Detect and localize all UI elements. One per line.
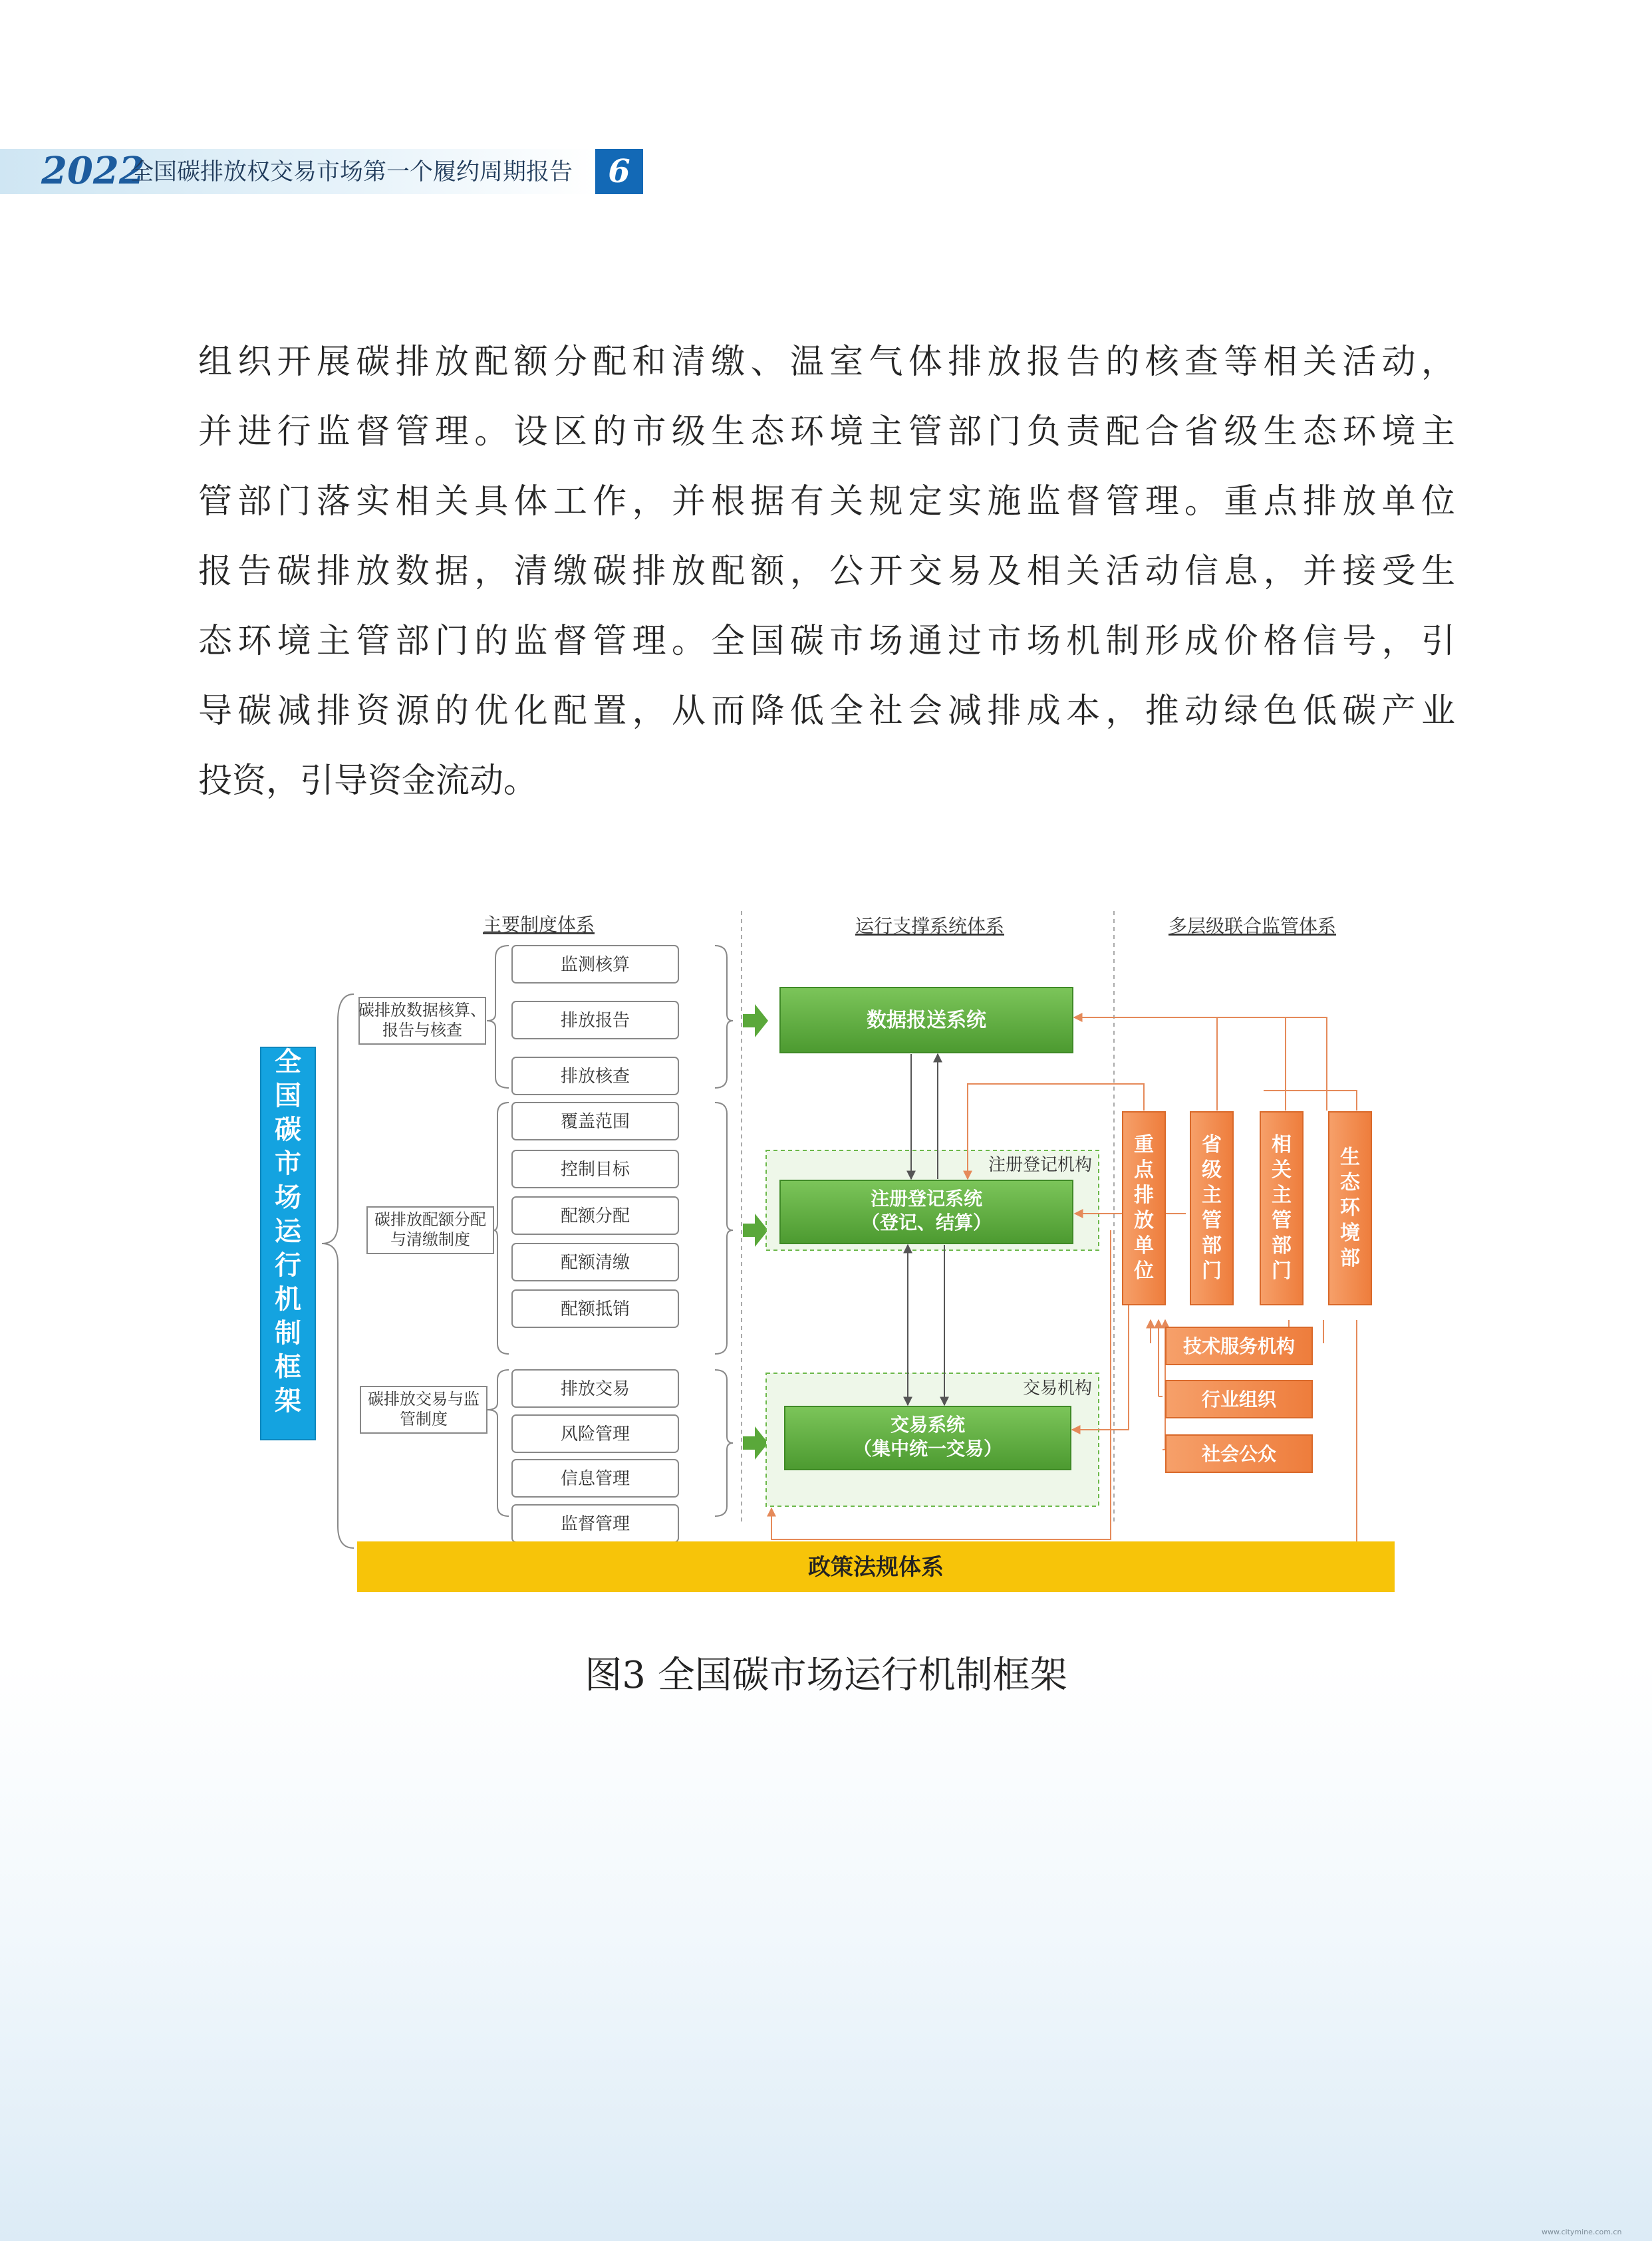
regulator-bar xyxy=(1123,1112,1165,1305)
svg-text:排放核查: 排放核查 xyxy=(560,1067,630,1087)
system-box xyxy=(780,1180,1073,1244)
body-line: 组织开展碳排放配额分配和清缴、温室气体排放报告的核查等相关活动， xyxy=(198,342,1455,382)
svg-text:生态环境部: 生态环境部 xyxy=(1340,1146,1360,1270)
svg-text:排放交易: 排放交易 xyxy=(560,1379,630,1399)
svg-text:相关主管部门: 相关主管部门 xyxy=(1272,1133,1292,1283)
system-box xyxy=(780,988,1073,1053)
body-paragraph xyxy=(198,327,1455,816)
svg-text:配额分配: 配额分配 xyxy=(560,1206,630,1226)
figure-caption: 图3 全国碳市场运行机制框架 xyxy=(585,1654,1067,1697)
svg-text:信息管理: 信息管理 xyxy=(560,1469,630,1489)
item-box xyxy=(512,1505,678,1542)
regulator-bar xyxy=(1329,1112,1371,1305)
footer-watermark: www.citymine.com.cn xyxy=(1542,2228,1622,2236)
block-arrow xyxy=(743,1214,768,1247)
svg-text:监督管理: 监督管理 xyxy=(560,1514,630,1534)
framework-diagram xyxy=(253,904,1410,1596)
item-box xyxy=(512,946,678,983)
svg-text:风险管理: 风险管理 xyxy=(560,1424,630,1444)
body-line: 管部门落实相关具体工作，并根据有关规定实施监督管理。重点排放单位 xyxy=(198,482,1455,521)
container-label: 交易机构 xyxy=(1022,1379,1092,1398)
item-box xyxy=(512,1150,678,1188)
item-box xyxy=(512,1057,678,1095)
group-box xyxy=(367,1207,493,1253)
item-box xyxy=(512,1244,678,1281)
svg-text:技术服务机构: 技术服务机构 xyxy=(1182,1335,1296,1357)
container-label: 注册登记机构 xyxy=(988,1155,1092,1175)
regulator-bar xyxy=(1260,1112,1303,1305)
svg-text:数据报送系统: 数据报送系统 xyxy=(867,1009,986,1032)
svg-text:配额清缴: 配额清缴 xyxy=(560,1253,630,1273)
root-label: 全国碳市场运行机制框架 xyxy=(275,1047,301,1416)
svg-text:社会公众: 社会公众 xyxy=(1201,1443,1277,1465)
org-box xyxy=(1166,1327,1312,1365)
item-box xyxy=(512,1197,678,1234)
svg-text:注册登记系统（登记、结算）: 注册登记系统（登记、结算） xyxy=(861,1188,992,1234)
system-box xyxy=(785,1406,1071,1470)
section-header: 多层级联合监管体系 xyxy=(1168,915,1337,937)
section-header: 主要制度体系 xyxy=(482,914,595,936)
item-box xyxy=(512,1460,678,1497)
body-line: 报告碳排放数据，清缴碳排放配额，公开交易及相关活动信息，并接受生 xyxy=(198,552,1455,591)
svg-text:配额抵销: 配额抵销 xyxy=(560,1299,630,1319)
header-year: 2022 xyxy=(41,149,145,193)
item-box xyxy=(512,1415,678,1452)
svg-text:控制目标: 控制目标 xyxy=(560,1160,630,1180)
group-box xyxy=(358,997,486,1044)
svg-text:监测核算: 监测核算 xyxy=(560,955,630,975)
body-line: 并进行监督管理。设区的市级生态环境主管部门负责配合省级生态环境主 xyxy=(198,412,1455,452)
body-line: 导碳减排资源的优化配置，从而降低全社会减排成本，推动绿色低碳产业 xyxy=(198,692,1455,731)
body-line: 投资，引导资金流动。 xyxy=(198,761,538,801)
svg-text:碳排放配额分配与清缴制度: 碳排放配额分配与清缴制度 xyxy=(374,1210,486,1249)
svg-text:重点排放单位: 重点排放单位 xyxy=(1134,1133,1154,1283)
header-title: 全国碳排放权交易市场第一个履约周期报告 xyxy=(130,159,573,186)
block-arrow xyxy=(743,1426,768,1460)
svg-text:行业组织: 行业组织 xyxy=(1201,1388,1277,1410)
svg-text:排放报告: 排放报告 xyxy=(560,1011,630,1031)
item-box xyxy=(512,1290,678,1327)
item-box xyxy=(512,1370,678,1407)
group-box xyxy=(360,1386,487,1433)
body-line: 态环境主管部门的监督管理。全国碳市场通过市场机制形成价格信号，引 xyxy=(198,622,1455,661)
item-box xyxy=(512,1103,678,1140)
policy-base-label: 政策法规体系 xyxy=(808,1554,944,1581)
org-box xyxy=(1166,1381,1312,1418)
section-header: 运行支撑系统体系 xyxy=(855,915,1005,937)
regulator-bar xyxy=(1190,1112,1233,1305)
org-box xyxy=(1166,1435,1312,1472)
item-box xyxy=(512,1001,678,1039)
page-number: 6 xyxy=(595,149,643,194)
svg-text:省级主管部门: 省级主管部门 xyxy=(1202,1133,1222,1283)
block-arrow xyxy=(743,1004,768,1037)
svg-text:碳排放数据核算、报告与核查: 碳排放数据核算、报告与核查 xyxy=(358,1001,486,1039)
svg-text:覆盖范围: 覆盖范围 xyxy=(560,1112,630,1132)
svg-text:交易系统（集中统一交易）: 交易系统（集中统一交易） xyxy=(853,1414,1003,1460)
svg-text:碳排放交易与监管制度: 碳排放交易与监管制度 xyxy=(368,1390,480,1428)
root-brace xyxy=(322,994,354,1548)
